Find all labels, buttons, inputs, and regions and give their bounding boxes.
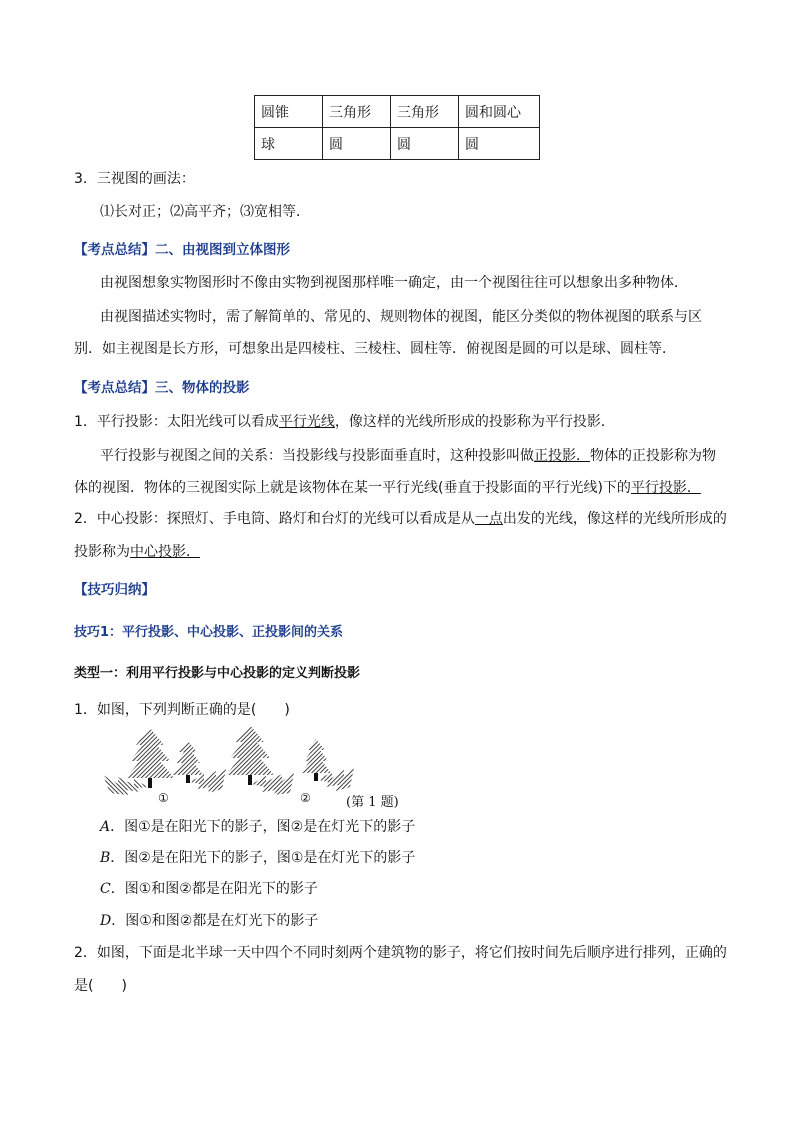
type1-title: 类型一：利用平行投影与中心投影的定义判断投影 xyxy=(74,666,361,681)
text: ，像这样的光线所形成的投影称为平行投影． xyxy=(334,414,615,430)
underlined-term: 正投影． xyxy=(534,448,590,464)
tree-icon xyxy=(126,728,174,788)
option-text: ．图①是在阳光下的影子，图②是在灯光下的影子 xyxy=(110,819,416,835)
underlined-term: 中心投影． xyxy=(130,544,200,560)
text: 出发的光线，像这样的光线所形成的 xyxy=(502,511,727,527)
option-letter: A xyxy=(100,819,111,835)
text: 平行投影与视图之间的关系：当投影线与投影面垂直时，这种投影叫做 xyxy=(100,448,534,464)
figure-caption: (第 1 题) xyxy=(346,795,399,810)
option-b[interactable] xyxy=(100,847,415,867)
underlined-term: 平行光线 xyxy=(278,414,335,430)
text: 1．平行投影：太阳光线可以看成 xyxy=(74,414,279,430)
figure-label-2: ② xyxy=(300,791,311,805)
views-table xyxy=(254,95,540,160)
section-header-views-to-solid: 【考点总结】二、由视图到立体图形 xyxy=(74,242,290,258)
q1-stem: 1．如图，下列判断正确的是( ) xyxy=(74,702,290,718)
option-text: ．图①和图②都是在灯光下的影子 xyxy=(111,913,319,929)
figure-label-1: ① xyxy=(158,791,169,805)
option-text: ．图①和图②都是在阳光下的影子 xyxy=(110,881,318,897)
item3-text: ⑴长对正；⑵高平齐；⑶宽相等． xyxy=(100,204,310,220)
paragraph xyxy=(74,477,701,497)
q2-line1: 2．如图，下面是北半球一天中四个不同时刻两个建筑物的影子，将它们按时间先后顺序进行排列，正确的 xyxy=(74,945,727,961)
table-cell: 圆锥 xyxy=(255,96,323,128)
option-letter: B xyxy=(100,850,111,866)
tree-icon xyxy=(301,739,331,781)
paragraph xyxy=(74,508,727,528)
section-header-projection: 【考点总结】三、物体的投影 xyxy=(74,380,250,396)
tip1-title: 技巧1：平行投影、中心投影、正投影间的关系 xyxy=(74,625,344,640)
table-cell: 圆 xyxy=(459,128,540,160)
paragraph xyxy=(74,411,615,431)
text: 投影称为 xyxy=(74,544,130,560)
paragraph: 由视图想象实物图形时不像由实物到视图那样唯一确定，由一个视图往往可以想象出多种物体． xyxy=(100,275,688,291)
table-cell: 三角形 xyxy=(323,96,391,128)
tree-icon xyxy=(226,725,274,785)
table-row xyxy=(255,96,540,128)
option-a[interactable] xyxy=(100,816,415,836)
text: 体的视图．物体的三视图实际上就是该物体在某一平行光线(垂直于投影面的平行光线)下的 xyxy=(74,480,631,496)
option-d[interactable] xyxy=(100,910,318,930)
option-letter: D xyxy=(100,913,112,929)
table-cell: 圆 xyxy=(323,128,391,160)
table-cell: 三角形 xyxy=(391,96,459,128)
table-cell: 圆和圆心 xyxy=(459,96,540,128)
paragraph: 由视图描述实物时，需了解简单的、常见的、规则物体的视图，能区分类似的物体视图的联系与区 xyxy=(100,309,702,325)
option-c[interactable] xyxy=(100,878,318,898)
text: 2．中心投影：探照灯、手电筒、路灯和台灯的光线可以看成是从 xyxy=(74,511,475,527)
q2-line2: 是( ) xyxy=(74,978,127,994)
paragraph xyxy=(74,541,200,561)
tips-header: 【技巧归纳】 xyxy=(74,582,155,598)
item3-title: 3．三视图的画法： xyxy=(74,171,195,187)
tree-icon xyxy=(173,741,203,783)
shadow-icon xyxy=(252,773,294,795)
option-letter: C xyxy=(100,881,111,897)
text: 物体的正投影称为物 xyxy=(590,448,716,464)
underlined-term: 一点 xyxy=(474,511,503,527)
table-cell: 球 xyxy=(255,128,323,160)
table-cell: 圆 xyxy=(391,128,459,160)
paragraph xyxy=(100,445,716,465)
underlined-term: 平行投影． xyxy=(630,480,701,496)
paragraph: 别．如主视图是长方形，可想象出是四棱柱、三棱柱、圆柱等．俯视图是圆的可以是球、圆柱等． xyxy=(74,341,676,357)
table-row xyxy=(255,128,540,160)
option-text: ．图②是在阳光下的影子，图①是在灯光下的影子 xyxy=(110,850,416,866)
